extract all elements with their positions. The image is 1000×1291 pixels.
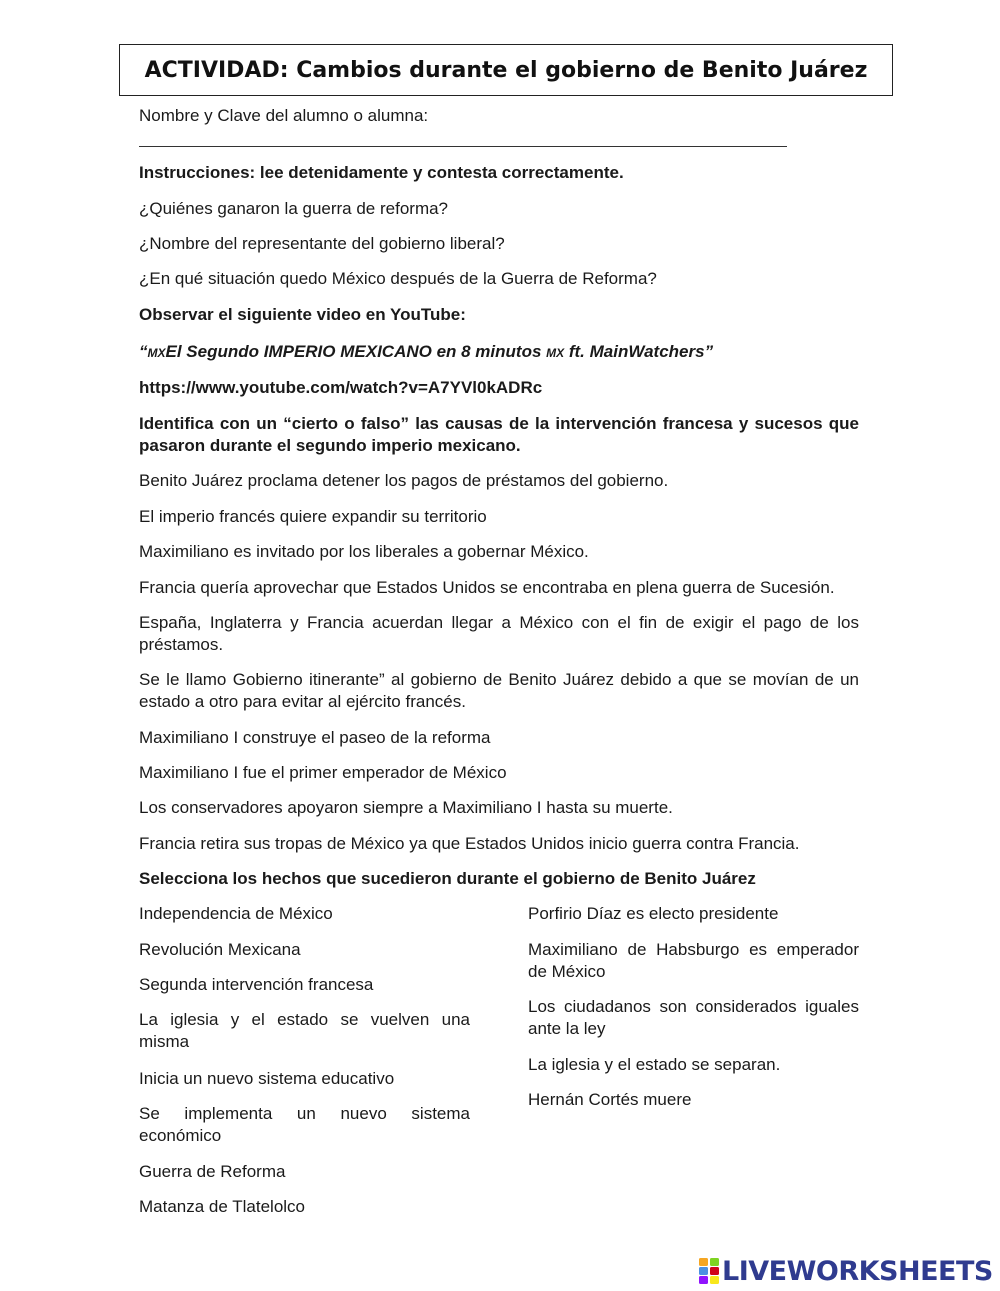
statement[interactable]: Los conservadores apoyaron siempre a Maximiliano I hasta su muerte. <box>139 798 673 817</box>
liveworksheets-logo <box>698 1256 993 1286</box>
quote-open: “ <box>139 342 148 361</box>
true-false-instruction: Identifica con un “cierto o falso” las causas de la intervención francesa y sucesos que pasaron durante el segundo imperio mexicano. <box>139 414 859 455</box>
question-1: ¿Quiénes ganaron la guerra de reforma? <box>139 199 449 218</box>
liveworksheets-icon <box>698 1257 720 1285</box>
statement[interactable]: Benito Juárez proclama detener los pagos de préstamos del gobierno. <box>139 471 669 490</box>
question-2: ¿Nombre del representante del gobierno liberal? <box>139 234 505 253</box>
statement[interactable]: Francia quería aprovechar que Estados Unidos se encontraba en plena guerra de Sucesión. <box>139 578 835 597</box>
option-right[interactable]: La iglesia y el estado se separan. <box>528 1055 781 1074</box>
title-box <box>119 44 893 96</box>
student-label: Nombre y Clave del alumno o alumna: <box>139 106 429 125</box>
mx-flag-icon: MX <box>147 346 166 360</box>
option-left[interactable]: Matanza de Tlatelolco <box>139 1197 306 1216</box>
option-right[interactable]: Maximiliano de Habsburgo es emperador de México <box>528 940 859 981</box>
option-left[interactable]: Independencia de México <box>139 904 333 923</box>
option-left[interactable]: Inicia un nuevo sistema educativo <box>139 1069 395 1088</box>
option-left[interactable]: Se implementa un nuevo sistema económico <box>139 1104 470 1145</box>
option-left[interactable]: Segunda intervención francesa <box>139 975 374 994</box>
logo-text: LIVEWORKSHEETS <box>722 1255 993 1287</box>
option-right[interactable]: Porfirio Díaz es electo presidente <box>528 904 779 923</box>
option-left[interactable]: Revolución Mexicana <box>139 940 301 959</box>
instructions: Instrucciones: lee detenidamente y contesta correctamente. <box>139 163 624 182</box>
statement[interactable]: Maximiliano es invitado por los liberales a gobernar México. <box>139 542 589 561</box>
statement[interactable]: España, Inglaterra y Francia acuerdan llegar a México con el fin de exigir el pago de los préstamos. <box>139 613 859 654</box>
statement[interactable]: Francia retira sus tropas de México ya que Estados Unidos inicio guerra contra Francia. <box>139 834 800 853</box>
select-instruction: Selecciona los hechos que sucedieron durante el gobierno de Benito Juárez <box>139 869 756 888</box>
video-title <box>139 341 713 364</box>
option-right[interactable]: Los ciudadanos son considerados iguales ante la ley <box>528 997 859 1038</box>
video-prompt: Observar el siguiente video en YouTube: <box>139 305 466 324</box>
question-3: ¿En qué situación quedo México después de la Guerra de Reforma? <box>139 269 657 288</box>
statement[interactable]: Maximiliano I construye el paseo de la reforma <box>139 728 491 747</box>
option-right[interactable]: Hernán Cortés muere <box>528 1090 692 1109</box>
statement[interactable]: El imperio francés quiere expandir su territorio <box>139 507 487 526</box>
name-answer-line[interactable] <box>139 146 787 147</box>
statement[interactable]: Maximiliano I fue el primer emperador de México <box>139 763 507 782</box>
option-left[interactable]: La iglesia y el estado se vuelven una misma <box>139 1010 470 1051</box>
video-url[interactable]: https://www.youtube.com/watch?v=A7YVl0kADRc <box>139 378 543 397</box>
statement[interactable]: Se le llamo Gobierno itinerante” al gobierno de Benito Juárez debido a que se movían de un estado a otro para evitar al ejército francés. <box>139 670 859 711</box>
option-left[interactable]: Guerra de Reforma <box>139 1162 286 1181</box>
video-title-main: El Segundo IMPERIO MEXICANO en 8 minutos <box>165 342 547 361</box>
page-title: ACTIVIDAD: Cambios durante el gobierno de Benito Juárez <box>144 57 868 83</box>
mx-flag-icon: MX <box>546 346 565 360</box>
video-title-end: ft. MainWatchers” <box>564 342 714 361</box>
